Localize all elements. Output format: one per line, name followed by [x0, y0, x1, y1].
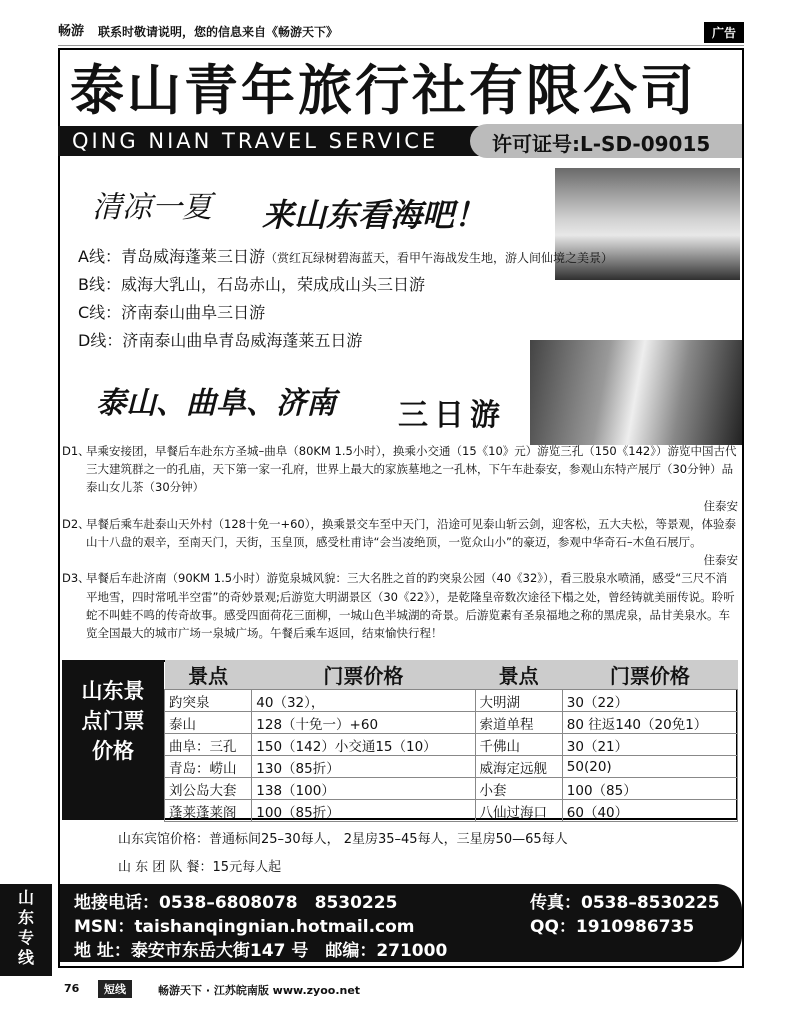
- header-price: 门票价格: [252, 660, 475, 690]
- three-day-tour: 三日游: [398, 398, 506, 433]
- address: 地 址：泰安市东岳大街147 号 邮编：271000: [74, 941, 448, 961]
- hotel-price: 山东宾馆价格：普通标间25–30每人， 2星房35–45每人，三星房50—65每人: [118, 832, 568, 847]
- price-table: [164, 660, 738, 822]
- header-spot: 景点: [165, 660, 252, 690]
- side-label: 山东专线: [0, 884, 52, 976]
- footer: [58, 978, 744, 998]
- route-a-note: （赏红瓦绿树碧海蓝天，看甲午海战发生地，游人间仙境之美景）: [264, 251, 613, 265]
- subtitle-bar: [58, 126, 528, 156]
- contact-panel: [60, 884, 742, 962]
- header-spot: 景点: [475, 660, 562, 690]
- day-1: D1、 早乘安接团，早餐后车赴东方圣城–曲阜（80KM 1.5小时），换乘小交通（15《10》元）游览三孔（150《142》）游览中国古代三大建筑群之一的孔庙，天下第一家一孔府，世界上最大的家族墓地之一孔林，下午车赴泰安，参观山东特产展厅（30分钟）品泰山女儿茶（30分钟） 住泰安: [62, 442, 738, 515]
- day-2-stay: 住泰安: [703, 553, 738, 568]
- table-row: 蓬莱蓬莱阁 100（85折） 八仙过海口 60（40）: [165, 800, 738, 822]
- table-row: 泰山 128（十免一）+60 索道单程 80 往返140（20免1）: [165, 712, 738, 734]
- itinerary: [62, 442, 738, 642]
- table-row: 刘公岛大套 138（100） 小套 100（85）: [165, 778, 738, 800]
- taishan-photo: [530, 340, 742, 445]
- table-row: 趵突泉 40（32）， 大明湖 30（22）: [165, 690, 738, 712]
- route-d: D线：济南泰山曲阜青岛威海蓬莱五日游: [78, 331, 363, 350]
- publication-info: 畅游天下 · 江苏皖南版 www.zyoo.net: [158, 984, 361, 997]
- top-bar: [58, 18, 744, 46]
- table-row: 青岛：崂山 130（85折） 威海定远舰 50(20): [165, 756, 738, 778]
- fax: 传真：0538–8530225: [530, 893, 720, 913]
- company-title: 泰山青年旅行社有限公司: [70, 59, 697, 122]
- sea-slogan: 来山东看海吧！: [262, 196, 487, 234]
- day-1-stay: 住泰安: [703, 498, 738, 513]
- logo: 畅游: [58, 24, 85, 39]
- notice-text: 联系时敬请说明，您的信息来自《畅游天下》: [98, 25, 339, 39]
- msn: MSN：taishanqingnian.hotmail.com: [74, 917, 415, 937]
- route-c: C线：济南泰山曲阜三日游: [78, 303, 266, 322]
- phone: 地接电话：0538–6808078 8530225: [74, 893, 398, 913]
- qq: QQ：1910986735: [530, 917, 695, 937]
- meal-price: 山 东 团 队 餐：15元每人起: [118, 860, 282, 875]
- route-b: B线：威海大乳山，石岛赤山，荣成成山头三日游: [78, 275, 425, 294]
- day-3: D3、 早餐后车赴济南（90KM 1.5小时）游览泉城风貌：三大名胜之首的趵突泉公园（40《32》），看三股泉水喷涌，感受“三尺不消平地雪，四时常吼半空雷”的奇妙景观;后游览大明湖景区（30《22》），是乾隆皇帝数次途径下榻之处，曾经铸就美丽传说。聆听蛇不叫蛙不鸣的传奇故事。感受四面荷花三面柳，一城山色半城湖的奇景。后游览素有圣泉福地之称的黑虎泉，品甘美泉水。车览全国最大的城市广场一泉城广场。午餐后乘车返回，结束愉快行程！: [62, 571, 735, 641]
- license-number: 许可证号:L-SD-09015: [470, 124, 742, 158]
- summer-slogan: 清凉一夏: [92, 190, 212, 225]
- route-a: A线：青岛威海蓬莱三日游（赏红瓦绿树碧海蓝天，看甲午海战发生地，游人间仙境之美景）: [78, 247, 613, 266]
- taishan-title: 泰山、曲阜、济南: [96, 386, 336, 421]
- ad-badge: 广告: [704, 22, 744, 43]
- subtitle-text: QING NIAN TRAVEL SERVICE: [72, 129, 439, 153]
- day-2: D2、 早餐后乘车赴泰山天外村（128十免一+60），换乘景交车至中天门，沿途可见泰山斩云剑，迎客松，五大夫松，等景观，体验泰山十八盘的艰辛，至南天门，天街，玉皇顶，感受杜甫诗“会当凌绝顶，一览众山小”的豪迈，参观中华奇石–木鱼石展厅。 住泰安: [62, 515, 738, 570]
- section-tag: 短线: [98, 980, 132, 998]
- table-row: 曲阜：三孔 150（142）小交通15（10） 千佛山 30（21）: [165, 734, 738, 756]
- page-number: 76: [64, 982, 80, 995]
- header-price: 门票价格: [562, 660, 737, 690]
- price-label: 山东景点门票价格: [62, 660, 164, 820]
